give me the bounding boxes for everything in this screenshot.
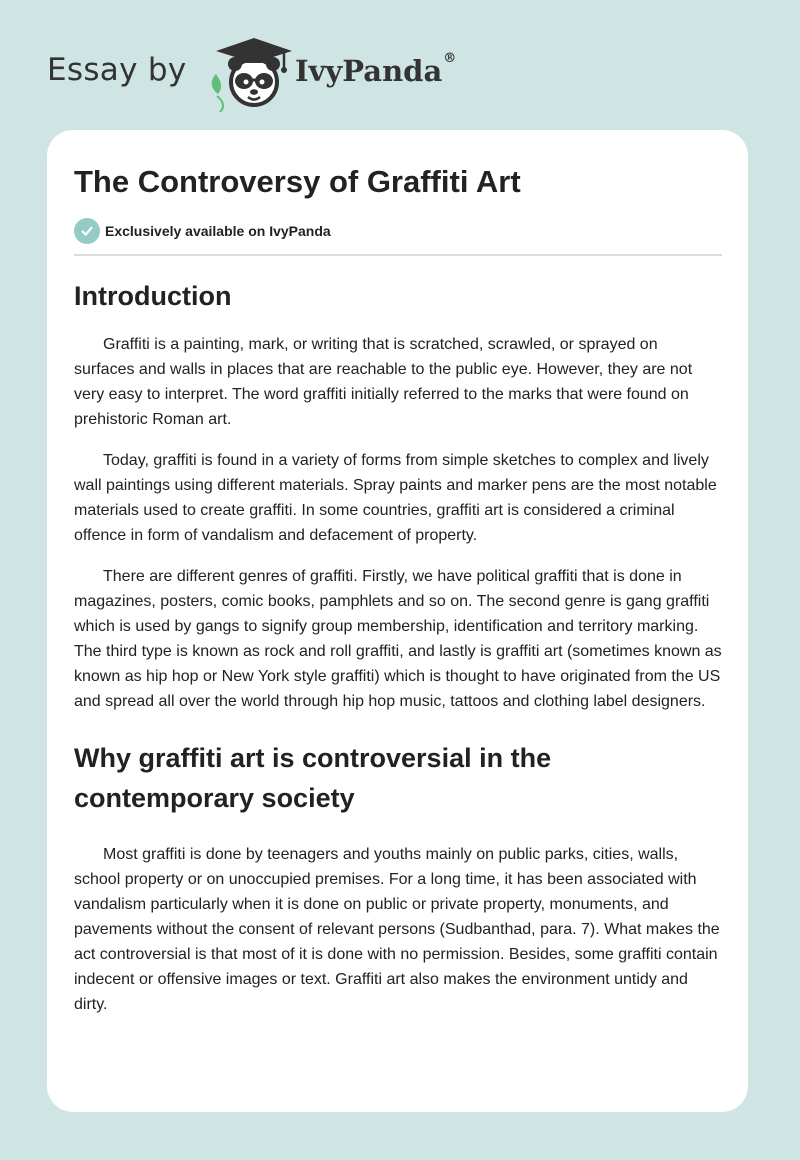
paragraph: There are different genres of graffiti. Firstly, we have political graffiti that is done in magazines, posters, comic books, pamphlets and so on. The second genre is gang graffiti which is used by gangs to signify group membership, identification and territory marking. The third type is known as rock and roll graffiti, and lastly is graffiti art (sometimes known as known as hip hop or New York style graffiti) which is thought to have originated from the US and spread all over the world through hip hop music, tattoos and clothing label designers.	[74, 568, 722, 710]
essay-card	[47, 130, 748, 1112]
paragraph: Today, graffiti is found in a variety of forms from simple sketches to complex and lively wall paintings using different materials. Spray paints and marker pens are the most notable materials used to create graffiti. In some countries, graffiti art is considered a criminal offence in form of vandalism and defacement of property.	[74, 452, 717, 544]
paragraph: Most graffiti is done by teenagers and youths mainly on public parks, cities, walls, school property or on unoccupied premises. For a long time, it has been associated with vandalism particularly when it is done on public or private property, monuments, and pavements without the consent of relevant persons (Sudbanthad, para. 7). What makes the act controversial is that most of it is done with no permission. Besides, some graffiti contain indecent or offensive images or text. Graffiti art also makes the environment untidy and dirty.	[74, 846, 720, 1013]
page-title: The Controversy of Graffiti Art	[74, 164, 521, 199]
registered-mark: ®	[443, 51, 457, 66]
check-icon	[74, 218, 100, 244]
paragraph: Graffiti is a painting, mark, or writing that is scratched, scrawled, or sprayed on surfaces and walls in places that are reachable to the public eye. However, they are not very easy to interpret. The word graffiti initially referred to the marks that were found on prehistoric Roman art.	[74, 336, 693, 428]
brand-name[interactable]	[295, 51, 457, 88]
site-header	[47, 36, 567, 116]
panda-graduate-logo-icon[interactable]	[204, 36, 294, 112]
brand-text: IvyPanda	[295, 54, 443, 88]
title-divider	[74, 254, 722, 256]
exclusive-badge-label: Exclusively available on IvyPanda	[105, 223, 331, 239]
section-heading-introduction: Introduction	[74, 281, 232, 311]
essay-by-label: Essay by	[47, 52, 187, 88]
exclusive-badge	[74, 218, 722, 244]
section-heading-controversy: Why graffiti art is controversial in the contemporary society	[74, 743, 552, 813]
